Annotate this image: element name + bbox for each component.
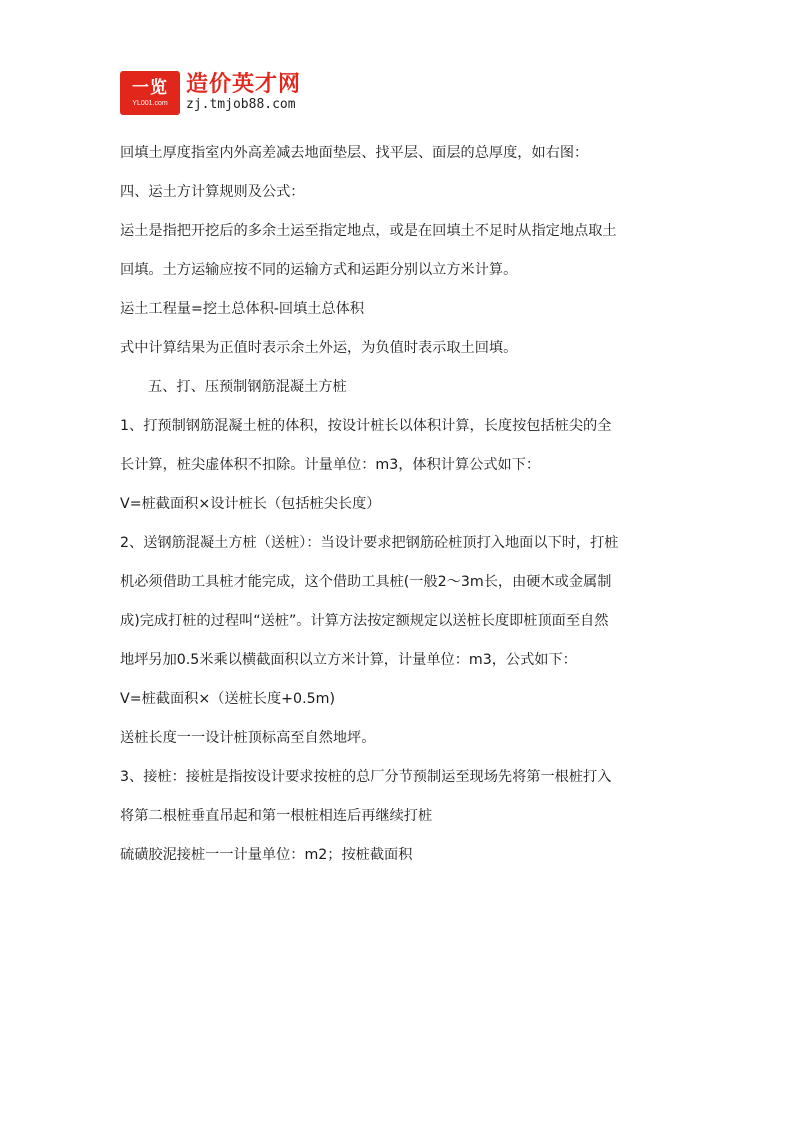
document-body — [120, 134, 680, 875]
text-line: 成)完成打桩的过程叫“送桩”。计算方法按定额规定以送桩长度即桩顶面至自然 — [120, 613, 609, 629]
text-line: 2、送钢筋混凝土方桩（送桩）：当设计要求把钢筋砼桩顶打入地面以下时，打桩 — [120, 535, 619, 551]
text-line: 将第二根桩垂直吊起和第一根桩相连后再继续打桩 — [120, 808, 433, 824]
logo-badge — [120, 71, 180, 115]
text-line: 运土是指把开挖后的多余土运至指定地点，或是在回填土不足时从指定地点取土 — [120, 223, 617, 239]
formula-line: V=桩截面积×设计桩长（包括桩尖长度） — [120, 496, 381, 512]
brand-name: 造价英才网 — [186, 72, 302, 97]
text-line: 回填土厚度指室内外高差减去地面垫层、找平层、面层的总厚度，如右图： — [120, 145, 589, 161]
text-line: 1、打预制钢筋混凝土桩的体积，按设计桩长以体积计算，长度按包括桩尖的全 — [120, 418, 612, 434]
site-url: zj.tmjob88.com — [186, 97, 296, 112]
text-line: 地坪另加0.5米乘以横截面积以立方米计算，计量单位：m3，公式如下： — [120, 652, 577, 668]
text-line: 硫磺胶泥接桩一一计量单位：m2；按桩截面积 — [120, 847, 413, 863]
text-line: 回填。土方运输应按不同的运输方式和运距分别以立方米计算。 — [120, 262, 518, 278]
text-line: 3、接桩：接桩是指按设计要求按桩的总厂分节预制运至现场先将第一根桩打入 — [120, 769, 612, 785]
text-line: 送桩长度一一设计桩顶标高至自然地坪。 — [120, 730, 376, 746]
text-line: 长计算，桩尖虚体积不扣除。计量单位：m3，体积计算公式如下： — [120, 457, 541, 473]
section-heading-4: 四、运土方计算规则及公式： — [120, 184, 305, 200]
formula-line: 运土工程量=挖土总体积-回填土总体积 — [120, 301, 365, 317]
logo-badge-main-text: 一览 — [132, 77, 168, 98]
formula-line: V=桩截面积×（送桩长度+0.5m) — [120, 691, 335, 707]
text-line: 式中计算结果为正值时表示余土外运，为负值时表示取土回填。 — [120, 340, 518, 356]
section-heading-5: 五、打、压预制钢筋混凝土方桩 — [148, 379, 347, 395]
site-header — [120, 71, 301, 115]
logo-text — [186, 73, 301, 113]
logo-badge-sub-text: YL001.com — [132, 99, 168, 107]
text-line: 机必须借助工具桩才能完成，这个借助工具桩(一般2～3m长，由硬木或金属制 — [120, 574, 612, 590]
